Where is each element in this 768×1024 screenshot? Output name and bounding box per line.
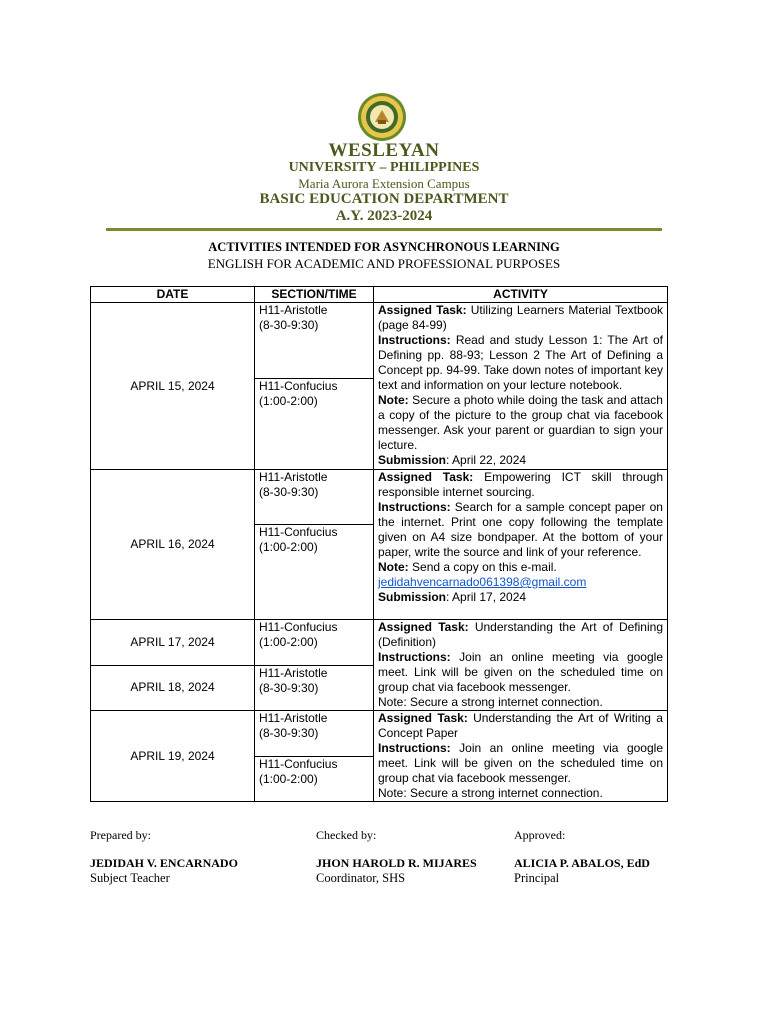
task-label: Assigned Task: (378, 303, 467, 317)
signatory-checked (316, 828, 477, 886)
signatory-position: Coordinator, SHS (316, 871, 406, 885)
activity-cell (374, 620, 668, 711)
header-section-time: SECTION/TIME (255, 287, 374, 303)
signatory-role: Approved: (514, 828, 566, 842)
section-time: (1:00-2:00) (259, 635, 318, 649)
section-name: H11-Confucius (259, 379, 338, 393)
section-name: H11-Confucius (259, 525, 338, 539)
task-label: Assigned Task: (378, 470, 474, 484)
document-title: ACTIVITIES INTENDED FOR ASYNCHRONOUS LEARNING (208, 240, 560, 254)
campus-name: Maria Aurora Extension Campus (298, 176, 470, 191)
note-text: Secure a photo while doing the task and attach a copy of the picture to the group chat via facebook messenger. Ask your parent or guardian to sign your lecture. (378, 393, 663, 452)
section-time: (8-30-9:30) (259, 726, 319, 740)
table-row (91, 620, 668, 666)
note-text: Send a copy on this e-mail. (412, 560, 557, 574)
section-name: H11-Aristotle (259, 711, 328, 725)
section-time: (1:00-2:00) (259, 540, 318, 554)
date-cell: APRIL 17, 2024 (91, 620, 255, 666)
instructions-text: Search for a sample concept paper on the internet. Print one copy following the template given on A4 size bondpaper. At the bottom of your paper, write the source and link of your reference. (378, 500, 663, 559)
task-text: Empowering ICT skill through responsible internet sourcing. (378, 470, 664, 499)
activity-cell (374, 711, 668, 802)
task-text: Understanding the Art of Writing a Concept Paper (378, 711, 663, 740)
section-cell (255, 303, 374, 379)
instructions-label: Instructions: (378, 741, 451, 755)
note-label: Note: (378, 560, 409, 574)
section-cell (255, 470, 374, 525)
signatory-name: JHON HAROLD R. MIJARES (316, 856, 477, 870)
section-name: H11-Aristotle (259, 470, 328, 484)
date-cell: APRIL 19, 2024 (91, 711, 255, 802)
task-label: Assigned Task: (378, 711, 468, 725)
note-text: Note: Secure a strong internet connection. (378, 695, 603, 709)
instructions-text: Join an online meeting via google meet. Link will be given on the scheduled time on group chat via facebook messenger. (378, 650, 663, 694)
institution-name: WESLEYAN (328, 140, 440, 161)
signatory-approved (514, 828, 650, 886)
letterhead-divider (106, 228, 662, 231)
submission-label: Submission (378, 453, 447, 467)
note-label: Note: (378, 393, 409, 407)
section-name: H11-Aristotle (259, 303, 328, 317)
section-time: (1:00-2:00) (259, 394, 318, 408)
document-subtitle: ENGLISH FOR ACADEMIC AND PROFESSIONAL PURPOSES (207, 256, 561, 271)
section-cell (255, 665, 374, 711)
university-name: UNIVERSITY – PHILIPPINES (288, 160, 480, 175)
date-cell: APRIL 16, 2024 (91, 470, 255, 620)
academic-year: A.Y. 2023-2024 (335, 208, 433, 224)
signatory-prepared (90, 828, 238, 886)
section-cell (255, 756, 374, 802)
department-name: BASIC EDUCATION DEPARTMENT (259, 191, 509, 207)
section-time: (8-30-9:30) (259, 680, 319, 695)
section-cell (255, 379, 374, 470)
table-row (91, 470, 668, 525)
table-header-row (91, 287, 668, 303)
note-text: Note: Secure a strong internet connection. (378, 786, 603, 800)
section-time: (8-30-9:30) (259, 318, 319, 332)
section-time: (1:00-2:00) (259, 771, 318, 786)
header-date: DATE (91, 287, 255, 303)
header-activity: ACTIVITY (374, 287, 668, 303)
section-name: H11-Aristotle (259, 665, 328, 680)
instructions-label: Instructions: (378, 650, 451, 664)
section-cell (255, 711, 374, 757)
signatory-position: Subject Teacher (90, 871, 170, 885)
task-text: Understanding the Art of Defining (Definition) (378, 620, 663, 649)
section-name: H11-Confucius (259, 756, 338, 771)
section-cell (255, 620, 374, 666)
signatory-role: Prepared by: (90, 828, 151, 842)
table-row (91, 303, 668, 379)
submission-date: : April 22, 2024 (446, 453, 527, 467)
section-time: (8-30-9:30) (259, 485, 319, 499)
instructions-text: Join an online meeting via google meet. Link will be given on the scheduled time on group chat via facebook messenger. (378, 741, 663, 785)
activity-cell (374, 303, 668, 470)
activities-table (90, 286, 668, 802)
instructions-text: Read and study Lesson 1: The Art of Defining pp. 88-93; Lesson 2 The Art of Defining a Concept pp. 94-99. Take down notes of important key text and information on your lecture notebook. (378, 333, 663, 392)
instructions-label: Instructions: (378, 333, 451, 347)
signatory-role: Checked by: (316, 828, 377, 842)
date-cell: APRIL 15, 2024 (91, 303, 255, 470)
table-row (91, 711, 668, 757)
submission-label: Submission (378, 590, 447, 604)
task-label: Assigned Task: (378, 620, 469, 634)
signatory-position: Principal (514, 871, 560, 885)
instructions-label: Instructions: (378, 500, 451, 514)
university-seal-icon (357, 92, 407, 142)
date-cell: APRIL 18, 2024 (91, 665, 255, 711)
signatory-name: JEDIDAH V. ENCARNADO (90, 856, 238, 870)
signatory-name: ALICIA P. ABALOS, EdD (514, 856, 650, 870)
section-cell (255, 525, 374, 620)
submission-date: : April 17, 2024 (446, 590, 527, 604)
task-text: Utilizing Learners Material Textbook (page 84-99) (378, 303, 663, 332)
section-name: H11-Confucius (259, 620, 338, 634)
email-link[interactable]: jedidahvencarnado061398@gmail.com (378, 575, 587, 589)
activity-cell (374, 470, 668, 620)
